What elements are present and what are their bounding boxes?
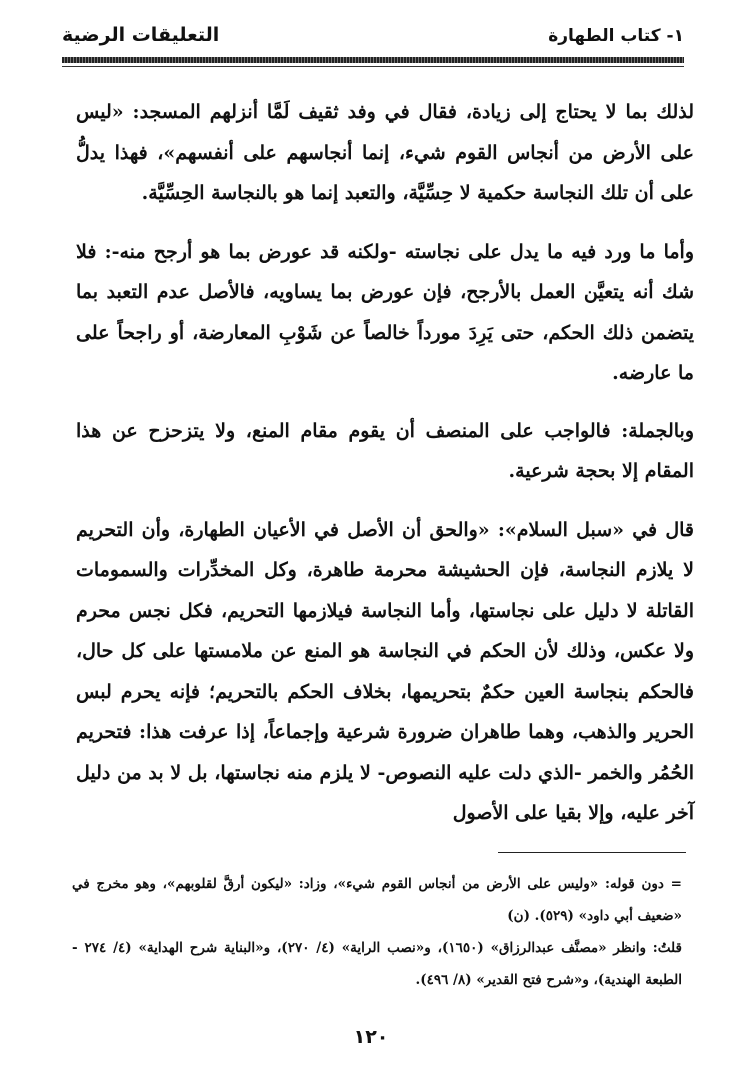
paragraph: وأما ما ورد فيه ما يدل على نجاسته -ولكنه قد عورض بما هو أرجح منه-: فلا شك أنه يتعيَّن العمل بالأرجح، فإن عورض بما يساويه، فالأصل عدم التعبد بما يتضمن ذلك الحكم، حتى يَرِدَ مورداً خالصاً عن شَوْبِ المعارضة، أو راجحاً على ما عارضه.: [76, 240, 694, 384]
book-title: التعليقات الرضية: [62, 24, 220, 46]
paragraph: وبالجملة: فالواجب على المنصف أن يقوم مقام المنع، ولا يتزحزح عن هذا المقام إلا بحجة شرعية.: [76, 419, 694, 482]
header-rule: [62, 57, 684, 63]
footnote: = دون قوله: «وليس على الأرض من أنجاس القوم شيء»، وزاد: «ليكون أرقَّ لقلوبهم»، وهو مخرج في «ضعيف أبي داود» (٥٢٩). (ن): [72, 876, 682, 924]
chapter-title: ١- كتاب الطهارة: [548, 26, 684, 46]
header-rule-thin: [62, 66, 684, 67]
footnote: قلتُ: وانظر «مصنَّف عبدالرزاق» (١٦٥٠)، و«نصب الراية» (٤/ ٢٧٠)، و«البناية شرح الهداية» (٤/ ٢٧٤ - الطبعة الهندية)، و«شرح فتح القدير» (٨/ ٤٩٦).: [72, 940, 682, 988]
footnotes: [72, 868, 682, 996]
running-head: [62, 22, 684, 56]
paragraph: قال في «سبل السلام»: «والحق أن الأصل في الأعيان الطهارة، وأن التحريم لا يلازم النجاسة، فإن الحشيشة محرمة طاهرة، وكل المخدِّرات والسمومات القاتلة لا دليل على نجاستها، وأما النجاسة فيلازمها التحريم، فكل نجس محرم ولا عكس، وذلك لأن الحكم في النجاسة هو المنع عن ملامستها على كل حال، فالحكم بنجاسة العين حكمٌ بتحريمها، بخلاف الحكم بالتحريم؛ فإنه يحرم لبس الحرير والذهب، وهما طاهران ضرورة شرعية وإجماعاً، إذا عرفت هذا: فتحريم الحُمُر والخمر -الذي دلت عليه النصوص- لا يلزم منه نجاستها، بل لا بد من دليل آخر عليه، وإلا بقيا على الأصول: [76, 518, 694, 824]
main-text: [76, 92, 694, 834]
footnote-rule: [498, 852, 686, 853]
paragraph: لذلك بما لا يحتاج إلى زيادة، فقال في وفد ثقيف لَمَّا أنزلهم المسجد: «ليس على الأرض من أنجاس القوم شيء، إنما أنجاسهم على أنفسهم»، فهذا يدلُّ على أن تلك النجاسة حكمية لا حِسِّيَّة، والتعبد إنما هو بالنجاسة الحِسِّيَّة.: [76, 101, 694, 204]
page-number: ١٢٠: [353, 1026, 389, 1048]
